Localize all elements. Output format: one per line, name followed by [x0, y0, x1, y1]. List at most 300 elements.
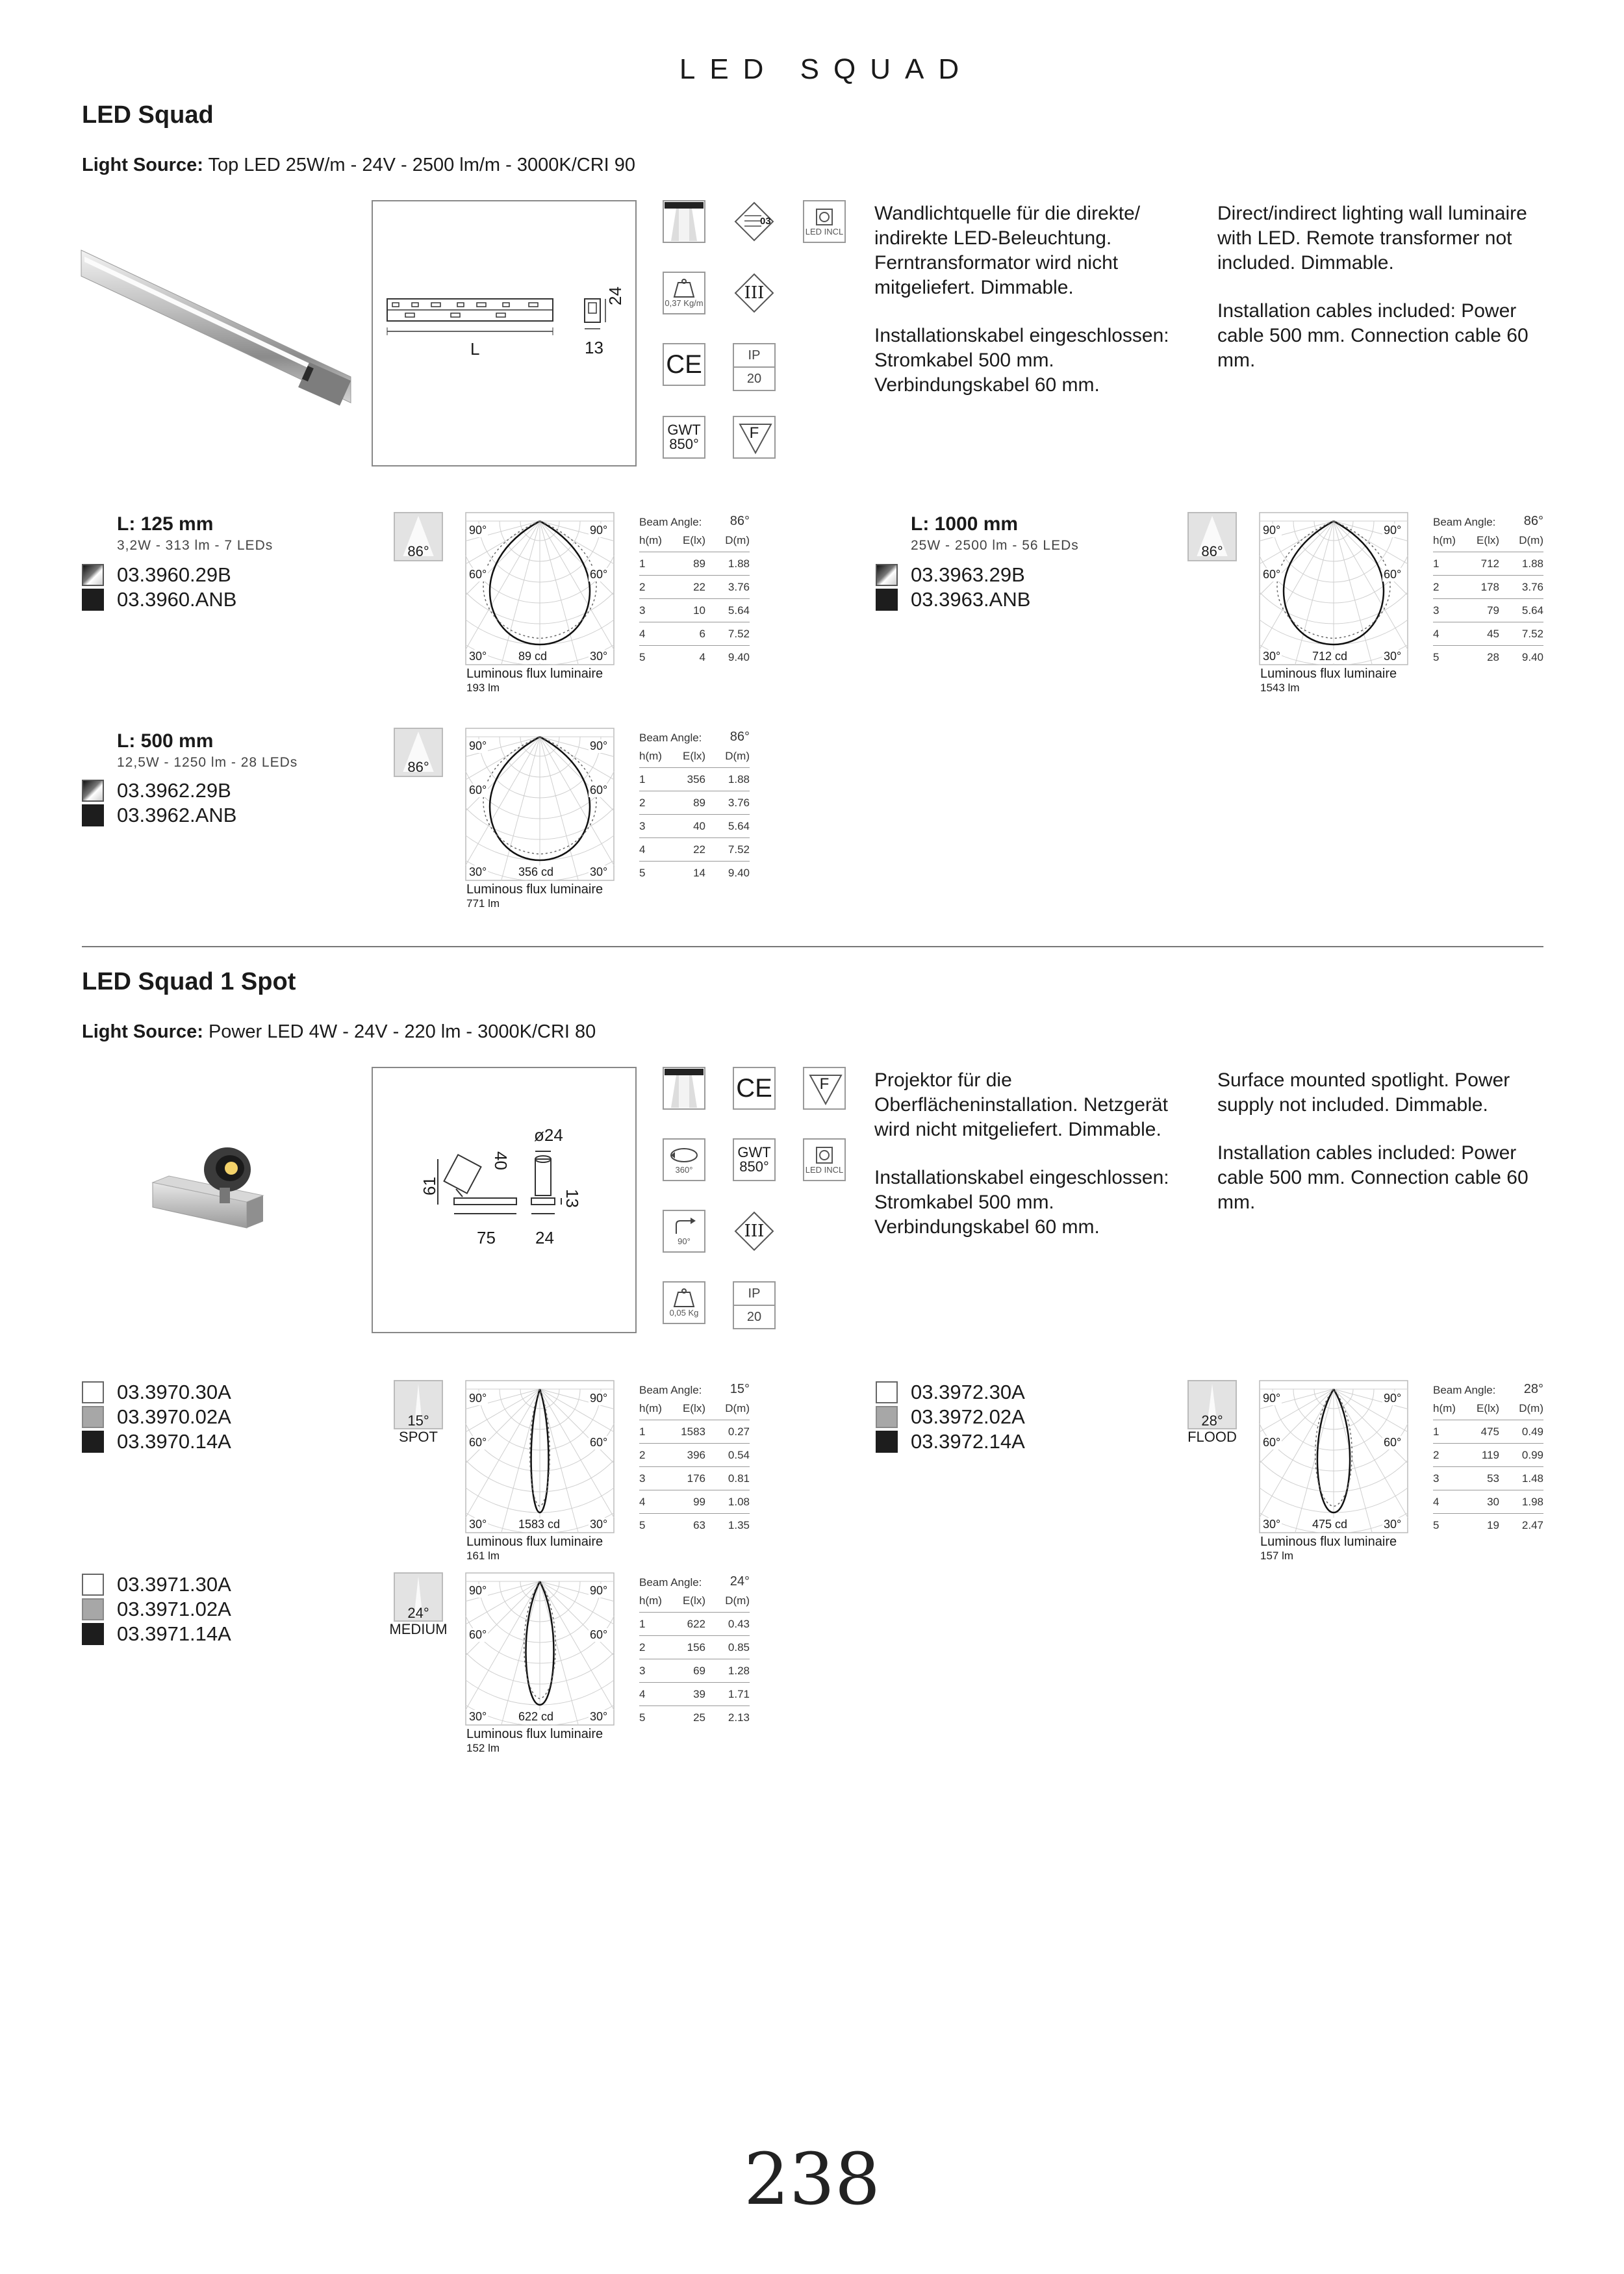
table-cell: 69 — [693, 1664, 705, 1677]
weight-value: 0,05 Kg — [669, 1307, 699, 1318]
polar-angle-30-left: 30° — [469, 865, 487, 878]
product-code: 03.3962.ANB — [117, 804, 237, 826]
finish-grey-swatch — [82, 1406, 104, 1428]
polar-angle-60-right: 60° — [590, 1628, 608, 1641]
table-cell: 396 — [687, 1448, 705, 1461]
description-de — [874, 1068, 1199, 1263]
code-row — [876, 563, 1030, 587]
polar-intensity-cd: 89 cd — [518, 650, 548, 663]
variant-1000 — [911, 513, 1079, 554]
polar-angle-30-right: 30° — [1384, 1518, 1402, 1531]
polar-angle-30-left: 30° — [469, 650, 487, 663]
beam-angle-degrees: 28° — [1523, 1382, 1543, 1396]
weight-icon — [663, 272, 705, 314]
energy-class-icon — [733, 200, 776, 243]
gwt-value: 850° — [669, 436, 699, 452]
polar-angle-60-left: 60° — [469, 784, 487, 797]
table-header-cell: h(m) — [1433, 1401, 1456, 1414]
table-cell: 176 — [687, 1472, 705, 1485]
direct-indirect-icon — [663, 200, 705, 243]
rotation-value: 360° — [675, 1164, 693, 1175]
table-cell: 1583 — [681, 1425, 705, 1438]
table-header-cell: E(lx) — [683, 1594, 705, 1607]
table-cell: 39 — [693, 1687, 705, 1700]
table-cell: 3 — [639, 1472, 646, 1485]
code-row — [82, 1429, 231, 1454]
light-source-text: Top LED 25W/m - 24V - 2500 lm/m - 3000K/CRI 90 — [208, 155, 636, 175]
beam-angle-caption: Beam Angle: — [1433, 516, 1496, 528]
table-header-cell: h(m) — [639, 1401, 662, 1414]
code-row — [876, 1429, 1025, 1454]
table-cell: 2 — [1433, 580, 1440, 593]
beam-angle-degrees: 15° — [730, 1382, 750, 1396]
table-cell: 1 — [639, 557, 646, 570]
table-header-cell: h(m) — [1433, 533, 1456, 546]
table-cell: 99 — [693, 1495, 705, 1508]
ce-icon — [663, 343, 705, 386]
illuminance-table — [1433, 507, 1543, 669]
led-included-icon — [803, 1138, 846, 1181]
table-header — [1433, 529, 1543, 552]
table-cell: 5 — [639, 866, 646, 879]
ce-mark: CE — [666, 350, 702, 379]
luminous-flux-label: Luminous flux luminaire — [466, 1727, 603, 1741]
polar-angle-90-left: 90° — [469, 1584, 487, 1597]
finish-chrome-swatch — [876, 564, 898, 586]
table-cell: 63 — [693, 1518, 705, 1531]
table-cell: 7.52 — [728, 843, 750, 856]
beam-angle-label — [389, 759, 448, 775]
table-cell: 1.88 — [728, 773, 750, 786]
description-de-text: Projektor für die Oberflächeninstallation. Netzgerät wird nicht mitgeliefert. Dimmable. — [874, 1069, 1168, 1140]
table-header-cell: h(m) — [639, 533, 662, 546]
table-row — [639, 622, 750, 646]
f-mark-label: F — [749, 424, 759, 442]
table-cell: 9.40 — [1521, 650, 1543, 663]
polar-angle-30-left: 30° — [469, 1710, 487, 1723]
table-row — [639, 552, 750, 576]
table-cell: 0.49 — [1521, 1425, 1543, 1438]
finish-black-swatch — [876, 1431, 898, 1453]
ip-label: IP — [748, 1286, 761, 1301]
led-included-icon — [803, 200, 846, 243]
table-cell: 30 — [1487, 1495, 1499, 1508]
polar-intensity-cd: 622 cd — [518, 1710, 554, 1723]
luminous-flux-caption — [1260, 667, 1397, 695]
variant-medium-codes — [82, 1572, 231, 1646]
polar-angle-30-left: 30° — [1263, 1518, 1281, 1531]
table-cell: 9.40 — [728, 650, 750, 663]
polar-angle-90-right: 90° — [590, 739, 608, 752]
code-row — [82, 563, 236, 587]
table-cell: 156 — [687, 1641, 705, 1654]
product-code: 03.3962.29B — [117, 779, 231, 802]
table-row — [1433, 599, 1543, 622]
photometric-block — [390, 1572, 780, 1767]
table-cell: 2 — [639, 580, 646, 593]
polar-angle-90-right: 90° — [590, 1584, 608, 1597]
illuminance-table — [639, 507, 750, 669]
product-code: 03.3972.14A — [911, 1430, 1025, 1453]
table-row — [639, 1514, 750, 1537]
profile-drawing — [373, 201, 635, 465]
table-cell: 79 — [1487, 604, 1499, 617]
code-row — [82, 1405, 231, 1429]
table-row — [639, 791, 750, 815]
table-cell: 25 — [693, 1711, 705, 1724]
table-cell: 45 — [1487, 627, 1499, 640]
table-row — [639, 1420, 750, 1444]
table-header — [1433, 1397, 1543, 1420]
f-mark-label: F — [819, 1075, 830, 1093]
technical-drawing-spot — [372, 1067, 637, 1333]
table-row — [1433, 576, 1543, 599]
table-cell: 0.43 — [728, 1617, 750, 1630]
beam-angle-caption: Beam Angle: — [639, 1576, 702, 1589]
table-row — [639, 1659, 750, 1683]
table-cell: 2 — [1433, 1448, 1440, 1461]
beam-angle-value: 24° — [407, 1605, 429, 1621]
table-cell: 1 — [1433, 557, 1440, 570]
photometric-block — [390, 512, 780, 707]
section-title: LED Squad 1 Spot — [82, 968, 296, 995]
finish-white-swatch — [82, 1574, 104, 1596]
beam-angle-row — [1433, 1375, 1543, 1397]
code-row — [82, 803, 236, 828]
polar-angle-30-right: 30° — [590, 865, 608, 878]
beam-angle-caption: Beam Angle: — [639, 516, 702, 528]
polar-angle-60-left: 60° — [1263, 1436, 1281, 1449]
led-included-label: LED INCL — [805, 1164, 844, 1175]
beam-angle-value: 86° — [407, 543, 429, 559]
ce-icon — [733, 1067, 776, 1110]
table-cell: 9.40 — [728, 866, 750, 879]
product-code: 03.3972.30A — [911, 1381, 1025, 1403]
luminous-flux-value: 771 lm — [466, 897, 500, 910]
table-cell: 14 — [693, 866, 705, 879]
energy-class-code: 03 — [760, 216, 771, 227]
table-cell: 6 — [699, 627, 705, 640]
description-de-cables: Installationskabel eingeschlossen: Stromkabel 500 mm. Verbindungskabel 60 mm. — [874, 1167, 1169, 1238]
table-cell: 5.64 — [1521, 604, 1543, 617]
table-cell: 1.88 — [1521, 557, 1543, 570]
table-cell: 1.71 — [728, 1687, 750, 1700]
table-cell: 4 — [1433, 627, 1440, 640]
description-en-cables: Installation cables included: Power cable 500 mm. Connection cable 60 mm. — [1217, 1142, 1529, 1213]
product-code: 03.3970.14A — [117, 1430, 231, 1453]
ce-mark: CE — [736, 1073, 772, 1103]
table-cell: 4 — [1433, 1495, 1440, 1508]
beam-angle-label — [389, 1605, 448, 1637]
table-row — [1433, 646, 1543, 669]
table-cell: 1 — [1433, 1425, 1440, 1438]
gwt-value: 850° — [739, 1158, 769, 1175]
polar-angle-60-right: 60° — [590, 568, 608, 581]
table-row — [639, 1613, 750, 1636]
table-cell: 1.08 — [728, 1495, 750, 1508]
finish-white-swatch — [82, 1381, 104, 1403]
variant-specs: 25W - 2500 lm - 56 LEDs — [911, 538, 1079, 553]
class-iii-icon — [733, 1210, 776, 1253]
table-row — [1433, 1490, 1543, 1514]
product-photo-linear — [78, 240, 364, 422]
table-cell: 0.54 — [728, 1448, 750, 1461]
polar-intensity-cd: 1583 cd — [518, 1518, 561, 1531]
table-header-cell: E(lx) — [1477, 533, 1499, 546]
tilt-90-icon — [663, 1210, 705, 1253]
luminous-flux-value: 193 lm — [466, 682, 500, 694]
ip-rating-icon — [733, 1281, 776, 1329]
section-divider — [82, 946, 1543, 947]
luminous-flux-value: 152 lm — [466, 1742, 500, 1754]
led-included-label: LED INCL — [805, 226, 844, 236]
table-cell: 1.48 — [1521, 1472, 1543, 1485]
table-cell: 3 — [639, 1664, 646, 1677]
finish-chrome-swatch — [82, 780, 104, 802]
table-row — [639, 599, 750, 622]
page-number: 238 — [744, 2138, 880, 2221]
illuminance-table — [639, 1567, 750, 1729]
dim-height-13: 13 — [563, 1189, 582, 1208]
polar-angle-30-left: 30° — [1263, 650, 1281, 663]
table-row — [639, 1683, 750, 1706]
table-row — [639, 815, 750, 838]
table-header — [639, 745, 750, 768]
table-cell: 2.13 — [728, 1711, 750, 1724]
table-cell: 0.27 — [728, 1425, 750, 1438]
table-header-cell: D(m) — [1519, 533, 1543, 546]
table-row — [639, 1636, 750, 1659]
table-header-cell: E(lx) — [1477, 1401, 1499, 1414]
table-row — [1433, 622, 1543, 646]
beam-angle-degrees: 86° — [1523, 514, 1543, 528]
table-header — [639, 529, 750, 552]
product-code: 03.3963.29B — [911, 563, 1025, 586]
table-cell: 1.28 — [728, 1664, 750, 1677]
gwt-icon — [663, 416, 705, 459]
table-cell: 0.99 — [1521, 1448, 1543, 1461]
polar-angle-60-right: 60° — [590, 1436, 608, 1449]
polar-intensity-cd: 712 cd — [1312, 650, 1348, 663]
table-cell: 1 — [639, 773, 646, 786]
f-mark-icon — [733, 416, 776, 459]
table-header-cell: D(m) — [725, 533, 750, 546]
ip-value: 20 — [734, 1305, 774, 1328]
polar-angle-90-left: 90° — [469, 739, 487, 752]
variant-1000-codes — [876, 563, 1030, 612]
table-header-cell: h(m) — [639, 1594, 662, 1607]
table-cell: 5 — [1433, 650, 1440, 663]
beam-angle-row — [639, 722, 750, 745]
description-en — [1217, 201, 1542, 396]
spot-drawing — [373, 1068, 635, 1332]
table-cell: 3 — [639, 604, 646, 617]
beam-angle-row — [639, 1567, 750, 1589]
beam-angle-row — [639, 1375, 750, 1397]
luminous-flux-value: 1543 lm — [1260, 682, 1300, 694]
polar-angle-60-left: 60° — [469, 568, 487, 581]
table-header-cell: E(lx) — [683, 1401, 705, 1414]
table-row — [1433, 1444, 1543, 1467]
variant-specs: 12,5W - 1250 lm - 28 LEDs — [117, 755, 298, 770]
table-row — [639, 838, 750, 862]
beam-angle-degrees: 86° — [730, 730, 750, 744]
table-cell: 3.76 — [1521, 580, 1543, 593]
table-cell: 5 — [639, 650, 646, 663]
gwt-label: GWT — [667, 422, 701, 438]
table-cell: 89 — [693, 557, 705, 570]
dim-length-label: L — [470, 339, 480, 359]
description-de-cables: Installationskabel eingeschlossen: Stromkabel 500 mm. Verbindungskabel 60 mm. — [874, 325, 1169, 396]
description-en-text: Surface mounted spotlight. Power supply not included. Dimmable. — [1217, 1069, 1510, 1116]
table-cell: 356 — [687, 773, 705, 786]
luminous-flux-label: Luminous flux luminaire — [466, 667, 603, 681]
illuminance-table — [1433, 1375, 1543, 1537]
beam-angle-degrees: 24° — [730, 1574, 750, 1589]
finish-black-swatch — [82, 804, 104, 826]
table-row — [639, 1706, 750, 1729]
description-en — [1217, 1068, 1542, 1238]
table-cell: 2 — [639, 1641, 646, 1654]
table-header-cell: D(m) — [725, 1401, 750, 1414]
table-header-cell: h(m) — [639, 749, 662, 762]
polar-angle-90-right: 90° — [590, 524, 608, 537]
technical-drawing — [372, 200, 637, 466]
beam-angle-label — [1183, 1412, 1241, 1445]
table-cell: 22 — [693, 580, 705, 593]
table-cell: 5.64 — [728, 604, 750, 617]
code-row — [82, 1572, 231, 1597]
table-cell: 5.64 — [728, 819, 750, 832]
product-code: 03.3971.14A — [117, 1622, 231, 1645]
table-cell: 4 — [639, 1495, 646, 1508]
table-cell: 0.81 — [728, 1472, 750, 1485]
table-cell: 178 — [1480, 580, 1499, 593]
table-cell: 2 — [639, 796, 646, 809]
table-cell: 19 — [1487, 1518, 1499, 1531]
luminous-flux-value: 161 lm — [466, 1550, 500, 1562]
table-cell: 40 — [693, 819, 705, 832]
photometric-block — [1184, 1380, 1573, 1575]
table-cell: 0.85 — [728, 1641, 750, 1654]
weight-value: 0,37 Kg/m — [665, 298, 704, 308]
luminous-flux-label: Luminous flux luminaire — [1260, 667, 1397, 681]
polar-angle-90-left: 90° — [469, 1392, 487, 1405]
table-cell: 1 — [639, 1425, 646, 1438]
beam-angle-label — [1183, 543, 1241, 559]
product-code: 03.3972.02A — [911, 1405, 1025, 1428]
luminous-flux-caption — [466, 667, 603, 695]
light-source-text: Power LED 4W - 24V - 220 lm - 3000K/CRI 80 — [208, 1021, 596, 1042]
table-cell: 5 — [639, 1518, 646, 1531]
table-cell: 622 — [687, 1617, 705, 1630]
polar-angle-30-right: 30° — [590, 1710, 608, 1723]
finish-grey-swatch — [82, 1598, 104, 1620]
beam-angle-caption: Beam Angle: — [639, 1384, 702, 1396]
product-code: 03.3971.02A — [117, 1598, 231, 1620]
code-row — [876, 1405, 1025, 1429]
product-code: 03.3960.29B — [117, 563, 231, 586]
polar-intensity-cd: 356 cd — [518, 865, 554, 878]
tilt-value: 90° — [678, 1236, 691, 1246]
table-header-cell: E(lx) — [683, 749, 705, 762]
dim-width-24: 24 — [535, 1228, 554, 1247]
dim-height: 24 — [605, 287, 625, 305]
polar-angle-90-left: 90° — [469, 524, 487, 537]
beam-angle-value: 86° — [1201, 543, 1223, 559]
table-cell: 119 — [1481, 1448, 1499, 1461]
table-cell: 475 — [1480, 1425, 1499, 1438]
finish-black-swatch — [82, 1623, 104, 1645]
table-row — [639, 862, 750, 884]
illuminance-table — [639, 1375, 750, 1537]
beam-angle-caption: Beam Angle: — [1433, 1384, 1496, 1396]
table-cell: 10 — [693, 604, 705, 617]
luminous-flux-label: Luminous flux luminaire — [1260, 1535, 1397, 1549]
table-cell: 7.52 — [728, 627, 750, 640]
dim-height-61: 61 — [420, 1177, 439, 1195]
polar-angle-90-left: 90° — [1263, 524, 1281, 537]
table-row — [1433, 552, 1543, 576]
table-row — [1433, 1420, 1543, 1444]
beam-angle-value: 86° — [407, 759, 429, 775]
description-de-text: Wandlichtquelle für die direkte/ indirekte LED-Beleuchtung. Ferntransformator wird nicht mitgeliefert. Dimmable. — [874, 203, 1141, 298]
table-header — [639, 1397, 750, 1420]
variant-specs: 3,2W - 313 lm - 7 LEDs — [117, 538, 273, 553]
polar-angle-30-left: 30° — [469, 1518, 487, 1531]
beam-type-label: SPOT — [399, 1429, 438, 1445]
finish-black-swatch — [82, 1431, 104, 1453]
light-source-label: Light Source: — [82, 155, 203, 175]
table-row — [639, 1467, 750, 1490]
table-cell: 1.35 — [728, 1518, 750, 1531]
class-iii-label: III — [744, 283, 765, 303]
table-cell: 4 — [639, 1687, 646, 1700]
code-row — [876, 1380, 1025, 1405]
polar-angle-90-right: 90° — [590, 1392, 608, 1405]
finish-black-swatch — [876, 589, 898, 611]
code-row — [82, 778, 236, 803]
beam-type-label: FLOOD — [1187, 1429, 1237, 1445]
product-code: 03.3970.02A — [117, 1405, 231, 1428]
beam-angle-row — [1433, 507, 1543, 529]
table-cell: 28 — [1487, 650, 1499, 663]
table-cell: 2.47 — [1521, 1518, 1543, 1531]
table-header-cell: E(lx) — [683, 533, 705, 546]
rotation-360-icon — [663, 1138, 705, 1181]
photometric-block — [1184, 512, 1573, 707]
luminous-flux-caption — [466, 882, 603, 911]
table-cell: 712 — [1480, 557, 1499, 570]
table-cell: 4 — [699, 650, 705, 663]
table-cell: 2 — [639, 1448, 646, 1461]
description-en-text: Direct/indirect lighting wall luminaire with LED. Remote transformer not included. Dimmable. — [1217, 203, 1527, 274]
polar-angle-60-left: 60° — [1263, 568, 1281, 581]
variant-flood-codes — [876, 1380, 1025, 1454]
product-photo-spot — [143, 1131, 299, 1247]
beam-angle-value: 15° — [407, 1412, 429, 1429]
luminous-flux-caption — [1260, 1535, 1397, 1563]
code-row — [82, 1597, 231, 1622]
table-row — [639, 768, 750, 791]
beam-angle-label — [389, 543, 448, 559]
ip-label: IP — [748, 348, 761, 363]
light-source — [82, 155, 635, 176]
table-cell: 22 — [693, 843, 705, 856]
description-en-cables: Installation cables included: Power cable 500 mm. Connection cable 60 mm. — [1217, 300, 1529, 371]
product-code: 03.3960.ANB — [117, 588, 237, 611]
finish-white-swatch — [876, 1381, 898, 1403]
